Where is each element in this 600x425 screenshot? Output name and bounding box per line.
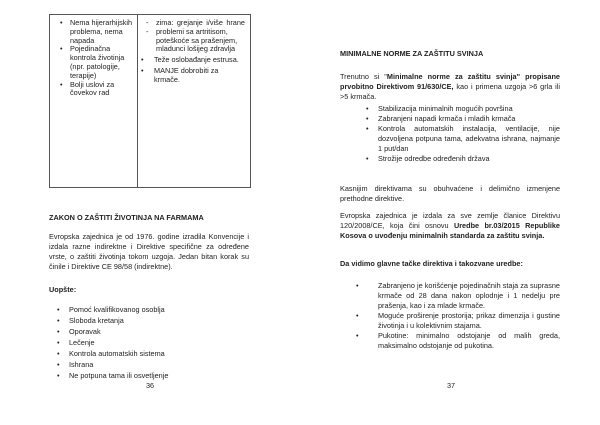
intro-paragraph xyxy=(340,72,560,102)
list-item: • Moguće proširenje prostorija; prikaz dimenzija i gustine životinja i u kolektivnim stajama. xyxy=(348,311,560,331)
directive-points-list xyxy=(348,281,560,351)
list-item: • Bolji uslovi za čovekov rad xyxy=(60,81,137,99)
page-number: 37 xyxy=(447,381,456,390)
paragraph: Evropska zajednica je od 1976. godine izradila Konvencije i izdala razne indirektne i Direktive specifične za određene vrste, o zaštiti životinja tokom uzgoja. Jedan bitan korak su činile i Direktive CE 98/58 (indirektne). xyxy=(49,232,249,271)
list-item: • Teže oslobađanje estrusa. xyxy=(138,56,250,65)
list-item: • Lečenje xyxy=(49,338,249,349)
list-item-text: problemi sa artritisom, poteškoće sa prašenjem, mladunci lošijeg zdravlja xyxy=(156,26,238,54)
list-item: - zima: grejanje i/više hrane xyxy=(138,19,250,28)
list-item: • Pukotine: minimalno odstojanje od malih greda, maksimalno odstojanje od pukotina. xyxy=(348,331,560,351)
list-item: • Oporavak xyxy=(49,327,249,338)
list-item: • Kontrola automatskih instalacija, ventilacije, nije dozvoljena potpuna tama, adekvatna ishrana, najmanje 1 put/dan xyxy=(358,124,560,154)
table-column-advantages xyxy=(50,15,138,187)
list-item: • Kontrola automatskih sistema xyxy=(49,349,249,360)
text: Evropska zajednica je izdala za sve zemlje članice Direktivu 120/2008/CE, koja čini osnovu xyxy=(340,211,560,230)
table-column-disadvantages xyxy=(138,15,250,187)
bold-text: Uredbe br.03/2015 Republike Kosova o uvođenju minimalnih standarda za zaštitu svinja. xyxy=(340,221,560,240)
norms-list xyxy=(358,104,560,164)
list-item: • Pomoć kvalifikovanog osoblja xyxy=(49,305,249,316)
requirements-list xyxy=(49,305,249,382)
subheading: Da vidimo glavne tačke direktiva i takozvane uredbe: xyxy=(340,259,523,268)
page-number: 36 xyxy=(146,381,155,390)
list-item: • Ne potpuna tama ili osvetljenje xyxy=(49,371,249,382)
text: Trenutno si " xyxy=(340,72,387,81)
paragraph: Kasnijim direktivama su obuhvaćene i delimično izmenjene prethodne direktive. xyxy=(340,184,560,203)
list-item: • Zabranjeni napadi krmača i mladih krmača xyxy=(358,114,560,124)
section-heading: ZAKON O ZAŠTITI ŽIVOTINJA NA FARMAMA xyxy=(49,213,204,222)
list-item: • Pojedinačna kontrola životinja (npr. patologije, terapije) xyxy=(60,45,137,80)
comparison-table xyxy=(49,14,251,188)
list-item: • Nema hijerarhijskih problema, nema napada xyxy=(60,19,137,45)
section-heading: MINIMALNE NORME ZA ZAŠTITU SVINJA xyxy=(340,49,484,58)
list-item: • Strožije odredbe određenih država xyxy=(358,154,560,164)
subheading: Uopšte: xyxy=(49,285,77,294)
page-37 xyxy=(300,0,600,425)
bold-text: " propisane prvobitno Direktivom 91/630/CE, xyxy=(340,72,560,91)
list-item: • MANJE dobrobiti za krmače. xyxy=(138,67,250,85)
list-item: • Zabranjeno je korišćenje pojedinačnih staja za suprasne krmače od 28 dana nakon oplodnje i 1 nedelju pre prašenja, kao i za mlade krmače. xyxy=(348,281,560,311)
text: kao i primena uzgoja >6 grla ili >5 krmača. xyxy=(340,82,561,101)
list-item xyxy=(138,28,250,54)
list-item: • Sloboda kretanja xyxy=(49,316,249,327)
paragraph xyxy=(340,211,560,241)
bold-text: Minimalne norme za zaštitu svinja xyxy=(386,72,517,81)
list-item: • Stabilizacija minimalnih mogućih površina xyxy=(358,104,560,114)
list-item: • Ishrana xyxy=(49,360,249,371)
